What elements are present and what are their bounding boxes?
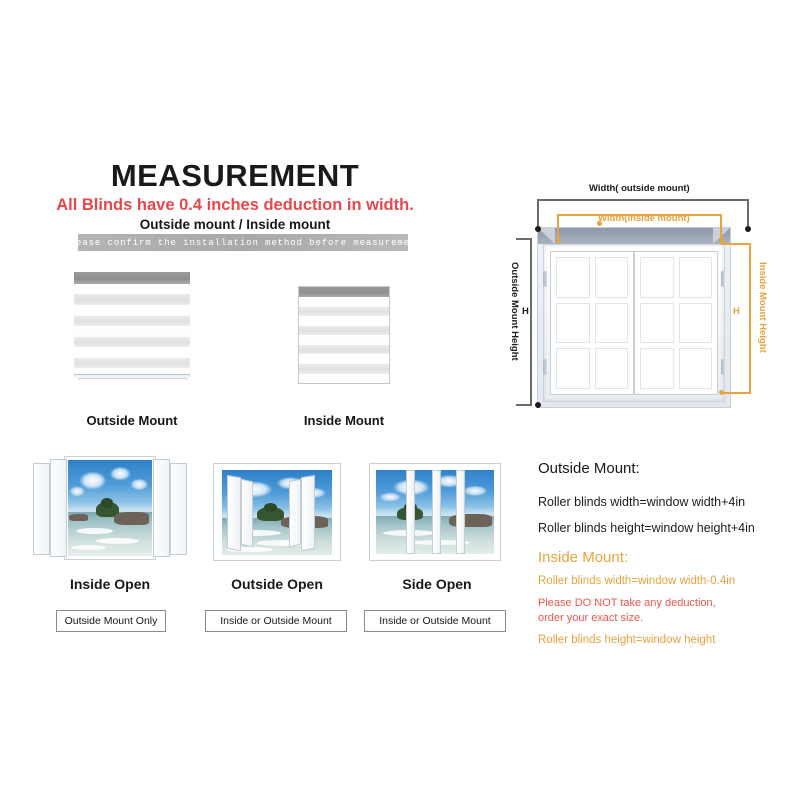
inside-mount-height-rule: Roller blinds height=window height <box>538 633 716 646</box>
window-pane <box>679 303 713 344</box>
blind-sample-inside-mount <box>292 280 396 390</box>
window-pane <box>640 257 674 298</box>
window-pane <box>595 303 629 344</box>
dim-endpoint-dot <box>719 390 724 395</box>
installation-banner: Please confirm the installation method before measurement <box>78 234 408 251</box>
dim-label-width-inside: Width(inside mount) <box>598 213 690 224</box>
mount-instructions <box>538 460 788 647</box>
window-pane <box>595 257 629 298</box>
page-title: MEASUREMENT <box>110 158 360 193</box>
page-header <box>0 160 470 233</box>
deduction-notice: All Blinds have 0.4 inches deduction in width. <box>56 195 414 214</box>
dim-height-outside-tick-top <box>516 238 532 240</box>
window-side-open-icon <box>368 462 502 562</box>
window-pane <box>595 348 629 389</box>
blind-sample-outside-mount <box>74 272 190 380</box>
window-type-note-side-open: Inside or Outside Mount <box>364 610 506 632</box>
window-type-label-side-open: Side Open <box>402 576 472 592</box>
inside-mount-heading: Inside Mount: <box>538 549 629 566</box>
window-inside-open-icon <box>31 455 189 561</box>
dim-label-height-outside: Outside Mount Height <box>509 262 520 361</box>
window-handle <box>543 271 547 287</box>
inside-mount-width-rule: Roller blinds width=window width-0.4in <box>538 575 736 587</box>
window-sash-right <box>634 251 718 395</box>
window-pane <box>679 257 713 298</box>
dim-endpoint-dot <box>745 226 751 232</box>
dim-label-width-outside: Width( outside mount) <box>589 183 690 194</box>
window-pane <box>640 348 674 389</box>
dim-endpoint-dot <box>535 226 541 232</box>
window-sash-left <box>550 251 634 395</box>
dim-label-height-inside: Inside Mount Height <box>757 262 768 353</box>
dim-height-outside-tick-bottom <box>516 404 532 406</box>
dim-height-outside-line <box>530 238 532 405</box>
window-pane <box>679 348 713 389</box>
window-pane <box>640 303 674 344</box>
blind-valance <box>74 272 190 284</box>
window-handle <box>721 359 725 375</box>
outside-mount-width-rule: Roller blinds width=window width+4in <box>538 495 746 509</box>
window-outside-open-icon <box>208 462 346 562</box>
blind-sample-inside-label: Inside Mount <box>303 413 385 428</box>
window-type-note-outside-open: Inside or Outside Mount <box>205 610 347 632</box>
window-type-label-outside-open: Outside Open <box>231 576 323 592</box>
dim-height-inside-line <box>749 243 751 393</box>
zebra-blind-icon <box>74 272 190 380</box>
measurement-window-diagram <box>537 227 731 408</box>
dim-endpoint-dot <box>556 238 561 243</box>
blind-bands <box>74 284 190 380</box>
zebra-blind-icon <box>292 280 396 390</box>
window-handle <box>543 359 547 375</box>
window-pane <box>556 303 590 344</box>
window-pane <box>556 348 590 389</box>
inside-mount-warning-line2: order your exact size. <box>538 611 644 624</box>
window-body <box>543 244 725 402</box>
dim-width-inside-tick-left <box>557 214 559 240</box>
dim-width-outside-tick-left <box>537 199 539 229</box>
outside-mount-height-rule: Roller blinds height=window height+4in <box>538 521 755 535</box>
blind-bottom-rail <box>74 374 190 380</box>
dim-label-h-right: H <box>733 306 740 317</box>
dim-height-inside-tick-bottom <box>721 392 751 394</box>
blind-valance <box>298 286 390 297</box>
dim-width-inside-tick-right <box>720 214 722 240</box>
window-handle <box>721 271 725 287</box>
blind-sample-outside-label: Outside Mount <box>86 413 178 428</box>
dim-width-outside-tick-right <box>747 199 749 229</box>
dim-width-outside-line <box>537 199 749 201</box>
window-pane <box>556 257 590 298</box>
dim-height-inside-tick-top <box>721 243 751 245</box>
mount-type-subtitle: Outside mount / Inside mount <box>139 216 331 232</box>
dim-label-h-left: H <box>522 306 529 317</box>
dim-endpoint-dot <box>535 402 541 408</box>
outside-mount-heading: Outside Mount: <box>538 460 640 477</box>
window-type-note-inside-open: Outside Mount Only <box>56 610 166 632</box>
inside-mount-warning-line1: Please DO NOT take any deduction, <box>538 597 716 610</box>
blind-bands <box>298 297 390 384</box>
window-soffit <box>538 228 730 244</box>
window-type-label-inside-open: Inside Open <box>69 576 151 592</box>
